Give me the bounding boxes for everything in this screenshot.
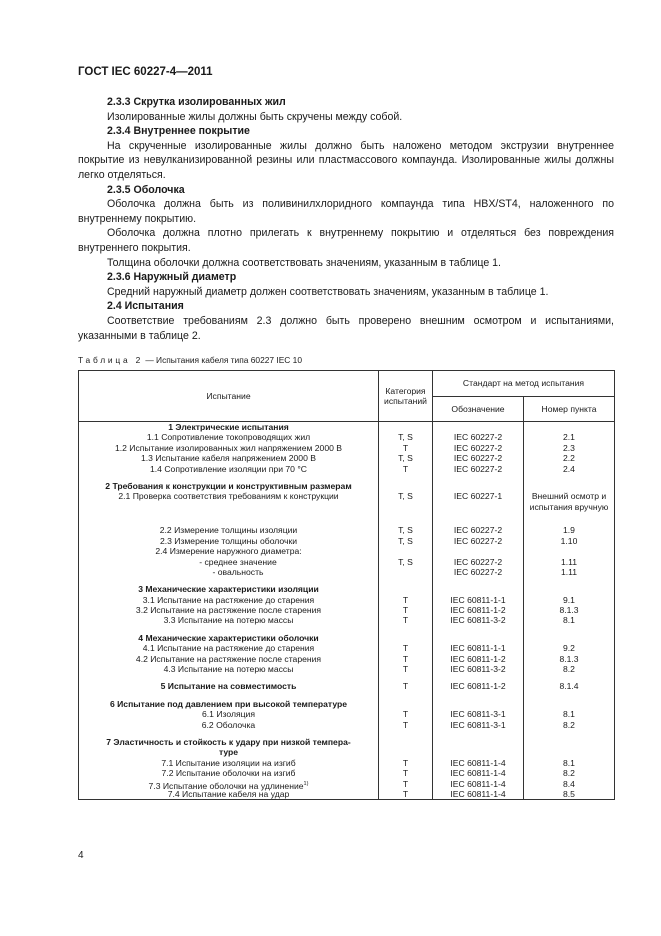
clause-cell: 8.1.3 (559, 653, 579, 664)
clause-cell: 9.2 (563, 643, 575, 654)
test-name (79, 525, 378, 535)
clause-cell: 2.4 (563, 463, 575, 474)
clause-cell (524, 633, 614, 643)
clause-cell: 1.10 (560, 535, 578, 546)
clause-cell: 1.11 (560, 566, 578, 577)
table-caption-title: — Испытания кабеля типа 60227 IEC 10 (143, 355, 302, 365)
category-cell (379, 546, 432, 556)
test-name-text: 7.2 Испытание оболочки на изгиб (161, 768, 296, 779)
clause-cell (524, 747, 614, 757)
test-name-text: 6.1 Изоляция (202, 709, 255, 720)
clause-cell: 8.2 (563, 768, 575, 779)
test-name (79, 567, 378, 577)
test-name (79, 491, 378, 501)
test-name (79, 615, 378, 625)
category-cell (379, 633, 432, 643)
clause-cell (524, 737, 614, 747)
test-name-text: 4.2 Испытание на растяжение после старения (135, 653, 322, 664)
paragraph: Толщина оболочки должна соответствовать значениям, указанным в таблице 1. (107, 256, 502, 269)
col-header-category: Категория испытаний (379, 371, 433, 422)
clause-cell: 2.1 (563, 432, 575, 443)
clause-cell (524, 584, 614, 594)
category-cell: T (402, 594, 409, 605)
designation-cell: IEC 60811-3-1 (450, 719, 506, 730)
designation-cell: IEC 60227-2 (453, 556, 503, 567)
category-cell (379, 699, 432, 709)
clause-cell: 1.9 (563, 525, 575, 536)
clause-cell: 8.1 (563, 709, 575, 720)
test-name-text: - среднее значение (199, 556, 277, 567)
category-cell: T (402, 768, 409, 779)
category-cell: T (402, 757, 409, 768)
group-title: 4 Механические характеристики оболочки (138, 632, 319, 643)
designation-cell: IEC 60811-1-2 (450, 681, 506, 692)
section-heading: 2.3.3 Скрутка изолированных жил (107, 96, 286, 108)
category-cell: T (402, 788, 409, 799)
designation-cell: IEC 60227-2 (453, 535, 503, 546)
designation-cell: IEC 60811-3-2 (450, 664, 506, 675)
test-name (79, 464, 378, 474)
paragraph: На скрученные изолированные жилы должно быть наложено методом экструзии внутреннее покрытие из невулканизированной резины или пластмассового компаунда. Изолированные жилы должны легко отделяться. (78, 139, 614, 181)
designation-cell (433, 747, 523, 757)
category-cell: T (402, 653, 409, 664)
test-name (79, 536, 378, 546)
category-cell: T (402, 615, 409, 626)
category-column (379, 422, 433, 800)
clause-cell: 2.3 (563, 442, 575, 453)
test-name-text: 2.2 Измерение толщины изоляции (159, 525, 298, 536)
designation-cell: IEC 60811-3-1 (450, 709, 506, 720)
test-name (79, 557, 378, 567)
test-name (79, 654, 378, 664)
designation-cell: IEC 60227-2 (453, 566, 503, 577)
table-body-row (79, 422, 615, 800)
category-cell (379, 422, 432, 432)
test-name-text: 4.3 Испытание на потерю массы (163, 664, 294, 675)
test-name (79, 789, 378, 799)
category-cell: T (402, 643, 409, 654)
group-title: 3 Механические характеристики изоляции (138, 584, 319, 595)
designation-cell (433, 584, 523, 594)
designation-cell: IEC 60811-1-4 (450, 768, 506, 779)
category-cell: T, S (398, 525, 413, 536)
category-cell: T (402, 681, 409, 692)
designation-cell: IEC 60811-1-2 (450, 653, 506, 664)
clause-cell: 1.11 (560, 556, 578, 567)
test-name-text: 3.2 Испытание на растяжение после старения (135, 605, 322, 616)
section-heading: 2.3.5 Оболочка (107, 183, 185, 196)
clause-cell: 8.4 (563, 778, 575, 789)
test-name (79, 720, 378, 730)
designation-cell: IEC 60227-1 (453, 491, 503, 502)
designation-cell: IEC 60811-1-4 (450, 788, 506, 799)
designation-cell (433, 422, 523, 432)
test-name-text: 1.3 Испытание кабеля напряжением 2000 В (141, 453, 316, 464)
designation-column (433, 422, 524, 800)
test-name-text: 3.1 Испытание на растяжение до старения (142, 594, 315, 605)
category-cell (379, 737, 432, 747)
category-cell: T (402, 463, 409, 474)
test-name (79, 443, 378, 453)
test-name-text: 1.2 Испытание изолированных жил напряжением 2000 В (114, 442, 343, 453)
test-name-text: 4.1 Испытание на растяжение до старения (142, 643, 315, 654)
designation-cell: IEC 60227-2 (453, 525, 503, 536)
test-name (79, 768, 378, 778)
test-column (79, 422, 379, 800)
clause-cell (524, 699, 614, 709)
clause-cell: 9.1 (563, 594, 575, 605)
category-cell (379, 584, 432, 594)
paragraph: Средний наружный диаметр должен соответствовать значениям, указанным в таблице 1. (107, 285, 549, 298)
designation-cell: IEC 60811-3-2 (450, 615, 506, 626)
paragraph: Изолированные жилы должны быть скручены между собой. (107, 110, 403, 123)
test-name (79, 595, 378, 605)
test-name-text: 2.3 Измерение толщины оболочки (159, 535, 298, 546)
clause-cell: 8.2 (563, 664, 575, 675)
col-header-test: Испытание (79, 371, 379, 422)
col-header-designation: Обозначение (433, 397, 524, 422)
category-cell (379, 567, 432, 577)
body-text (78, 95, 614, 343)
clause-cell: 8.1.3 (559, 605, 579, 616)
test-name (79, 758, 378, 768)
designation-cell (433, 699, 523, 709)
document-header: ГОСТ IEC 60227-4—2011 (78, 66, 213, 78)
clause-column (524, 422, 615, 800)
col-header-clause: Номер пункта (524, 397, 615, 422)
category-cell: T, S (398, 535, 413, 546)
designation-cell: IEC 60227-2 (453, 442, 503, 453)
clause-cell: Внешний осмотр и испытания вручную (529, 491, 609, 512)
table-caption (78, 355, 302, 365)
clause-cell: 2.2 (563, 453, 575, 464)
section-heading: 2.3.6 Наружный диаметр (107, 271, 237, 284)
test-name (79, 779, 378, 789)
footnote-mark: 1) (303, 780, 309, 787)
test-name-text: 3.3 Испытание на потерю массы (163, 615, 294, 626)
section-heading: 2.4 Испытания (107, 300, 184, 313)
test-name (79, 432, 378, 442)
category-cell: T (402, 778, 409, 789)
clause-cell: 8.5 (563, 788, 575, 799)
clause-cell: 8.1 (563, 615, 575, 626)
clause-cell (524, 422, 614, 432)
section-heading: 2.3.4 Внутреннее покрытие (107, 125, 250, 138)
designation-cell: IEC 60227-2 (453, 453, 503, 464)
designation-cell: IEC 60811-1-1 (450, 594, 506, 605)
designation-cell: IEC 60811-1-4 (450, 757, 506, 768)
group-title: 7 Эластичность и стойкость к удару при низкой темпера- (106, 736, 351, 747)
tests-table (78, 370, 615, 800)
test-name-text: 7.1 Испытание изоляции на изгиб (161, 757, 296, 768)
category-cell: T, S (398, 453, 413, 464)
test-name-text: 2.4 Измерение наружного диаметра: (155, 546, 302, 557)
category-cell: T (402, 709, 409, 720)
test-name (79, 605, 378, 615)
category-cell: T (402, 719, 409, 730)
category-cell (379, 747, 432, 757)
designation-cell (433, 737, 523, 747)
category-cell: T, S (398, 556, 413, 567)
paragraph: Оболочка должна быть из поливинилхлоридного компаунда типа HBX/ST4, наложенного по внутреннему покрытию. (78, 198, 614, 225)
clause-cell (524, 481, 614, 491)
test-name (79, 643, 378, 653)
clause-cell: 8.1 (563, 757, 575, 768)
group-title: туре (218, 747, 239, 758)
group-title: 2 Требования к конструкции и конструктивным размерам (105, 480, 352, 491)
test-name (79, 664, 378, 674)
test-name-text: 1.4 Сопротивление изоляции при 70 °С (150, 463, 307, 474)
test-name-text: 2.1 Проверка соответствия требованиям к конструкции (118, 491, 339, 502)
test-name (79, 453, 378, 463)
group-title: 1 Электрические испытания (168, 422, 289, 432)
table-caption-label: Таблица 2 (78, 355, 144, 365)
page-number: 4 (78, 850, 84, 861)
test-name-text: 1.1 Сопротивление токопроводящих жил (146, 432, 311, 443)
designation-cell (433, 481, 523, 491)
paragraph: Оболочка должна плотно прилегать к внутреннему покрытию и отделяться без повреждения внутреннего покрытия. (78, 227, 614, 254)
test-name (79, 709, 378, 719)
designation-cell: IEC 60811-1-2 (450, 605, 506, 616)
category-cell: T (402, 442, 409, 453)
test-name-text: 7.4 Испытание кабеля на удар (167, 788, 290, 799)
test-name-text: - овальность (212, 566, 264, 577)
category-cell (379, 481, 432, 491)
col-header-standard: Стандарт на метод испытания (433, 371, 615, 397)
designation-cell: IEC 60811-1-1 (450, 643, 506, 654)
clause-cell (524, 546, 614, 556)
category-cell: T, S (398, 432, 413, 443)
designation-cell: IEC 60227-2 (453, 463, 503, 474)
designation-cell (433, 546, 523, 556)
designation-cell (433, 633, 523, 643)
group-title: 6 Испытание под давлением при высокой температуре (109, 698, 348, 709)
test-name (79, 546, 378, 556)
paragraph: Соответствие требованиям 2.3 должно быть проверено внешним осмотром и испытаниями, указанными в таблице 2. (78, 314, 614, 342)
designation-cell: IEC 60811-1-4 (450, 778, 506, 789)
group-title: 5 Испытание на совместимость (160, 681, 297, 692)
category-cell: T (402, 605, 409, 616)
clause-cell: 8.1.4 (559, 681, 579, 692)
clause-cell: 8.2 (563, 719, 575, 730)
designation-cell: IEC 60227-2 (453, 432, 503, 443)
test-name-text: 7.3 Испытание оболочки на удлинение (148, 780, 304, 791)
category-cell: T (402, 664, 409, 675)
test-name-text: 6.2 Оболочка (201, 719, 256, 730)
category-cell: T, S (398, 491, 413, 502)
